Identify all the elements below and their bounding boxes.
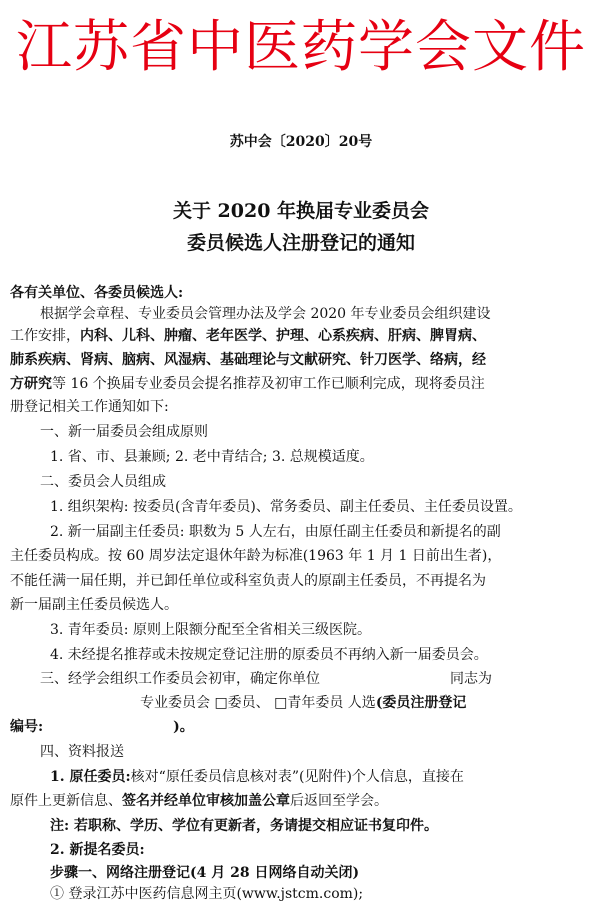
section-heading [10,669,598,689]
specialty-list-line: 肺系疾病、肾病、脑病、风湿病、基础理论与文献研究、针刀医学、络病，经 [10,352,486,368]
document-number: 苏中会〔2020〕20号 [229,134,373,150]
section-heading: 一、新一届委员会组成原则 [40,424,208,440]
paragraph-line: 不能任满一届任期，并已卸任单位或科室负责人的原副主任委员，不再提名为 [10,573,486,589]
specialty-list: 内科、儿科、肿瘤、老年医学、护理、心系疾病、肝病、脾胃病、 [80,328,486,344]
paragraph-line: 主任委员构成。按 60 周岁法定退休年龄为标准(1963 年 1 月 1 日前出生者)， [10,548,502,564]
section-heading: 四、资料报送 [40,744,124,760]
text-run: 同志为 [450,671,492,687]
text-run: 原件上更新信息、 [10,793,122,809]
salutation: 各有关单位、各委员候选人: [10,285,184,301]
document-banner: 江苏省中医药学会文件 [16,15,586,80]
list-item [10,767,598,787]
step-heading: 步骤一、网络注册登记(4 月 28 日网络自动关闭) [50,865,360,881]
step-item: ① 登录江苏中医药信息网主页(www.jstcm.com); [50,886,364,902]
notice-title-line1: 关于 2020 年换届专业委员会 [172,200,430,222]
list-item: 1. 组织架构: 按委员(含青年委员)、常务委员、副主任委员、主任委员设置。 [50,499,522,515]
list-item: 4. 未经提名推荐或未按规定登记注册的原委员不再纳入新一届委员会。 [50,647,488,663]
notice-title-line2: 委员候选人注册登记的通知 [186,232,415,254]
text-run: 后返回至学会。 [290,793,388,809]
section-heading: 二、委员会人员组成 [40,474,166,490]
paragraph-line [10,374,598,394]
list-item: 1. 省、市、县兼顾; 2. 老中青结合; 3. 总规模适度。 [50,449,374,465]
text-run: 三、经学会组织工作委员会初审，确定你单位 [40,671,320,687]
text-run: 核对“原任委员信息核对表”(见附件)个人信息，直接在 [130,769,464,785]
text-run: 等 16 个换届专业委员会提名推荐及初审工作已顺利完成，现将委员注 [52,376,485,392]
paragraph-line: 根据学会章程、专业委员会管理办法及学会 2020 年专业委员会组织建设 [40,306,491,322]
text-run: (委员注册登记 [375,695,467,711]
form-line [10,693,598,713]
text-run: 编号: [10,719,44,735]
text-run: 工作安排， [10,328,80,344]
paragraph-line [10,791,598,811]
text-run: 专业委员会 □委员、 □青年委员 人选 [140,695,376,711]
text-run: )。 [173,719,194,735]
list-item: 2. 新提名委员: [50,842,145,858]
list-item: 3. 青年委员: 原则上限额分配至全省相关三级医院。 [50,622,371,638]
note-line: 注: 若职称、学历、学位有更新者，务请提交相应证书复印件。 [50,818,439,834]
specialty-list: 方研究 [10,376,52,392]
text-run: 签名并经单位审核加盖公章 [122,793,290,809]
form-line [10,717,598,737]
list-item: 2. 新一届副主任委员: 职数为 5 人左右，由原任副主任委员和新提名的副 [50,524,501,540]
paragraph-line: 新一届副主任委员候选人。 [10,597,178,613]
paragraph-line: 册登记相关工作通知如下: [10,399,169,415]
text-run: 1. 原任委员: [50,769,131,785]
paragraph-line [10,326,598,346]
